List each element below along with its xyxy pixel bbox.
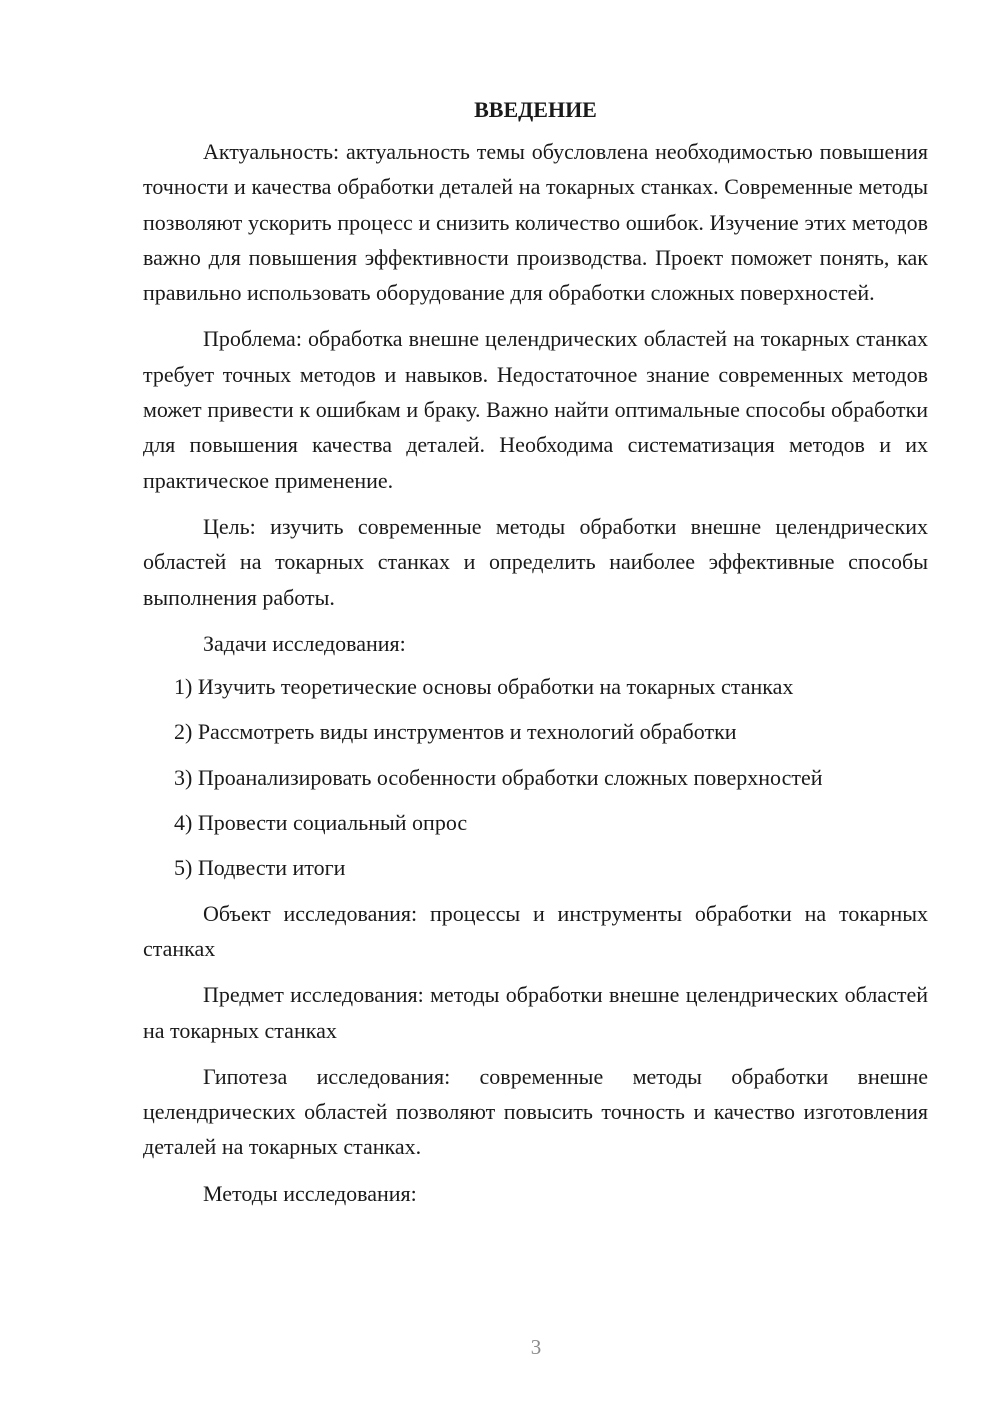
list-item: 5) Подвести итоги [174, 855, 346, 881]
section-title: ВВЕДЕНИЕ [474, 97, 597, 122]
document-page [143, 92, 928, 1222]
paragraph-problem: Проблема: обработка внешне целендрических областей на токарных станках требует точных методов и навыков. Недостаточное знание современных методов может привести к ошибкам и браку. Важно найти оптимальные способы обработки для повышения качества деталей. Необходима систематизация методов и их практическое применение. [143, 326, 928, 493]
list-item: 2) Рассмотреть виды инструментов и технологий обработки [174, 719, 737, 745]
list-item: 1) Изучить теоретические основы обработки на токарных станках [174, 674, 794, 700]
paragraph-subject: Предмет исследования: методы обработки внешне целендрических областей на токарных станках [143, 982, 928, 1043]
paragraph-goal: Цель: изучить современные методы обработки внешне целендрических областей на токарных станках и определить наиболее эффективные способы выполнения работы. [143, 513, 928, 610]
list-item: 4) Провести социальный опрос [174, 810, 468, 836]
list-item: 3) Проанализировать особенности обработки сложных поверхностей [174, 764, 823, 790]
paragraph-relevance: Актуальность: актуальность темы обусловлена необходимостью повышения точности и качества обработки деталей на токарных станках. Современные методы позволяют ускорить процесс и снизить количество ошибок. Изучение этих методов важно для повышения эффективности производства. Проект поможет понять, как правильно использовать оборудование для обработки сложных поверхностей. [143, 139, 928, 306]
page-number: 3 [530, 1335, 542, 1359]
tasks-heading: Задачи исследования: [203, 630, 406, 656]
paragraph-object: Объект исследования: процессы и инструменты обработки на токарных станках [143, 900, 928, 961]
methods-heading: Методы исследования: [203, 1180, 417, 1206]
tasks-list [143, 669, 928, 885]
paragraph-hypothesis: Гипотеза исследования: современные методы обработки внешне целендрических областей позволяют повысить точность и качество изготовления деталей на токарных станках. [143, 1063, 928, 1160]
